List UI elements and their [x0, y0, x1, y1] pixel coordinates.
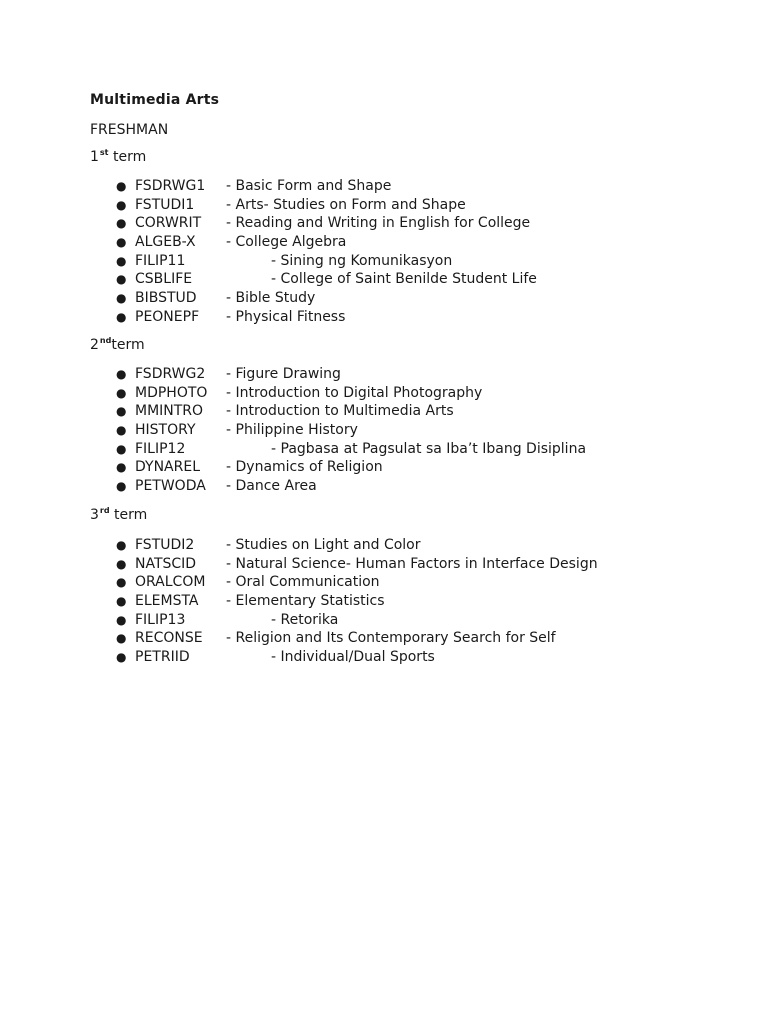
course-code: PEONEPF — [135, 308, 200, 325]
course-code: FILIP11 — [135, 252, 186, 269]
term-label: term — [114, 507, 148, 523]
bullet-icon: ● — [116, 650, 127, 665]
bullet-icon: ● — [116, 179, 127, 193]
course-code: PETWODA — [135, 478, 206, 495]
term-heading-1 — [90, 148, 146, 166]
term-ordinal-suffix: rd — [99, 506, 110, 515]
course-description: - Bible Study — [226, 290, 316, 307]
document-title: Multimedia Arts — [90, 92, 220, 108]
course-code: RECONSE — [135, 630, 203, 647]
course-description: - Retorika — [271, 611, 339, 628]
bullet-icon: ● — [116, 538, 127, 552]
term-number: 1 — [90, 149, 99, 165]
course-code: FILIP13 — [135, 611, 186, 628]
course-code: CORWRIT — [135, 215, 202, 232]
bullet-icon: ● — [116, 235, 127, 250]
bullet-icon: ● — [116, 460, 127, 475]
course-description: - Dance Area — [226, 478, 317, 495]
course-description: - Religion and Its Contemporary Search for Self — [226, 630, 556, 647]
course-description: - College Algebra — [226, 234, 347, 251]
term-number: 3 — [90, 507, 99, 523]
course-code: MDPHOTO — [135, 384, 208, 401]
bullet-icon: ● — [116, 556, 127, 571]
bullet-icon: ● — [116, 272, 127, 287]
course-description: - Arts- Studies on Form and Shape — [226, 196, 466, 213]
course-code: NATSCID — [135, 555, 197, 572]
term-heading-3 — [90, 506, 147, 524]
course-description: - Figure Drawing — [226, 366, 341, 382]
bullet-icon: ● — [116, 367, 127, 381]
course-code: DYNAREL — [135, 459, 200, 476]
course-description: - Physical Fitness — [226, 308, 346, 325]
course-description: - Dynamics of Religion — [226, 459, 383, 476]
course-description: - Sining ng Komunikasyon — [271, 252, 453, 269]
course-description: - Natural Science- Human Factors in Interface Design — [226, 555, 598, 572]
bullet-icon: ● — [116, 479, 127, 494]
course-description: - Pagbasa at Pagsulat sa Iba’t Ibang Disiplina — [271, 440, 587, 457]
course-description: - Philippine History — [226, 422, 358, 439]
course-code: ORALCOM — [135, 574, 206, 591]
course-code: ALGEB-X — [135, 234, 196, 251]
course-code: PETRIID — [135, 649, 190, 666]
term-label: term — [111, 337, 145, 353]
course-code: BIBSTUD — [135, 290, 197, 307]
course-code: ELEMSTA — [135, 593, 199, 610]
course-code: CSBLIFE — [135, 271, 193, 288]
bullet-icon: ● — [116, 385, 127, 400]
course-code: MMINTRO — [135, 403, 204, 420]
bullet-icon: ● — [116, 612, 127, 627]
bullet-icon: ● — [116, 631, 127, 646]
term-heading-2 — [90, 336, 145, 354]
bullet-icon: ● — [116, 253, 127, 268]
course-description: - Oral Communication — [226, 574, 380, 591]
bullet-icon: ● — [116, 594, 127, 609]
course-description: - Introduction to Multimedia Arts — [226, 403, 454, 420]
course-code: FSDRWG1 — [135, 178, 206, 194]
course-code: FSTUDI2 — [135, 537, 195, 553]
term-ordinal-suffix: nd — [99, 336, 112, 345]
course-description: - Individual/Dual Sports — [271, 649, 435, 666]
course-description: - College of Saint Benilde Student Life — [271, 271, 537, 288]
course-description: - Reading and Writing in English for College — [226, 215, 531, 232]
course-code: FILIP12 — [135, 440, 186, 457]
bullet-icon: ● — [116, 441, 127, 456]
bullet-icon: ● — [116, 309, 127, 324]
year-level-heading: FRESHMAN — [90, 122, 169, 138]
bullet-icon: ● — [116, 404, 127, 419]
bullet-icon: ● — [116, 423, 127, 438]
course-code: HISTORY — [135, 422, 196, 439]
bullet-icon: ● — [116, 291, 127, 306]
course-description: - Elementary Statistics — [226, 593, 385, 610]
term-ordinal-suffix: st — [99, 148, 109, 157]
bullet-icon: ● — [116, 197, 127, 212]
bullet-icon: ● — [116, 216, 127, 231]
term-number: 2 — [90, 337, 99, 353]
course-description: - Basic Form and Shape — [226, 178, 392, 194]
course-code: FSTUDI1 — [135, 196, 195, 213]
bullet-icon: ● — [116, 575, 127, 590]
term-label: term — [112, 149, 147, 165]
course-description: - Studies on Light and Color — [226, 537, 421, 553]
course-description: - Introduction to Digital Photography — [226, 384, 483, 401]
course-code: FSDRWG2 — [135, 366, 206, 382]
